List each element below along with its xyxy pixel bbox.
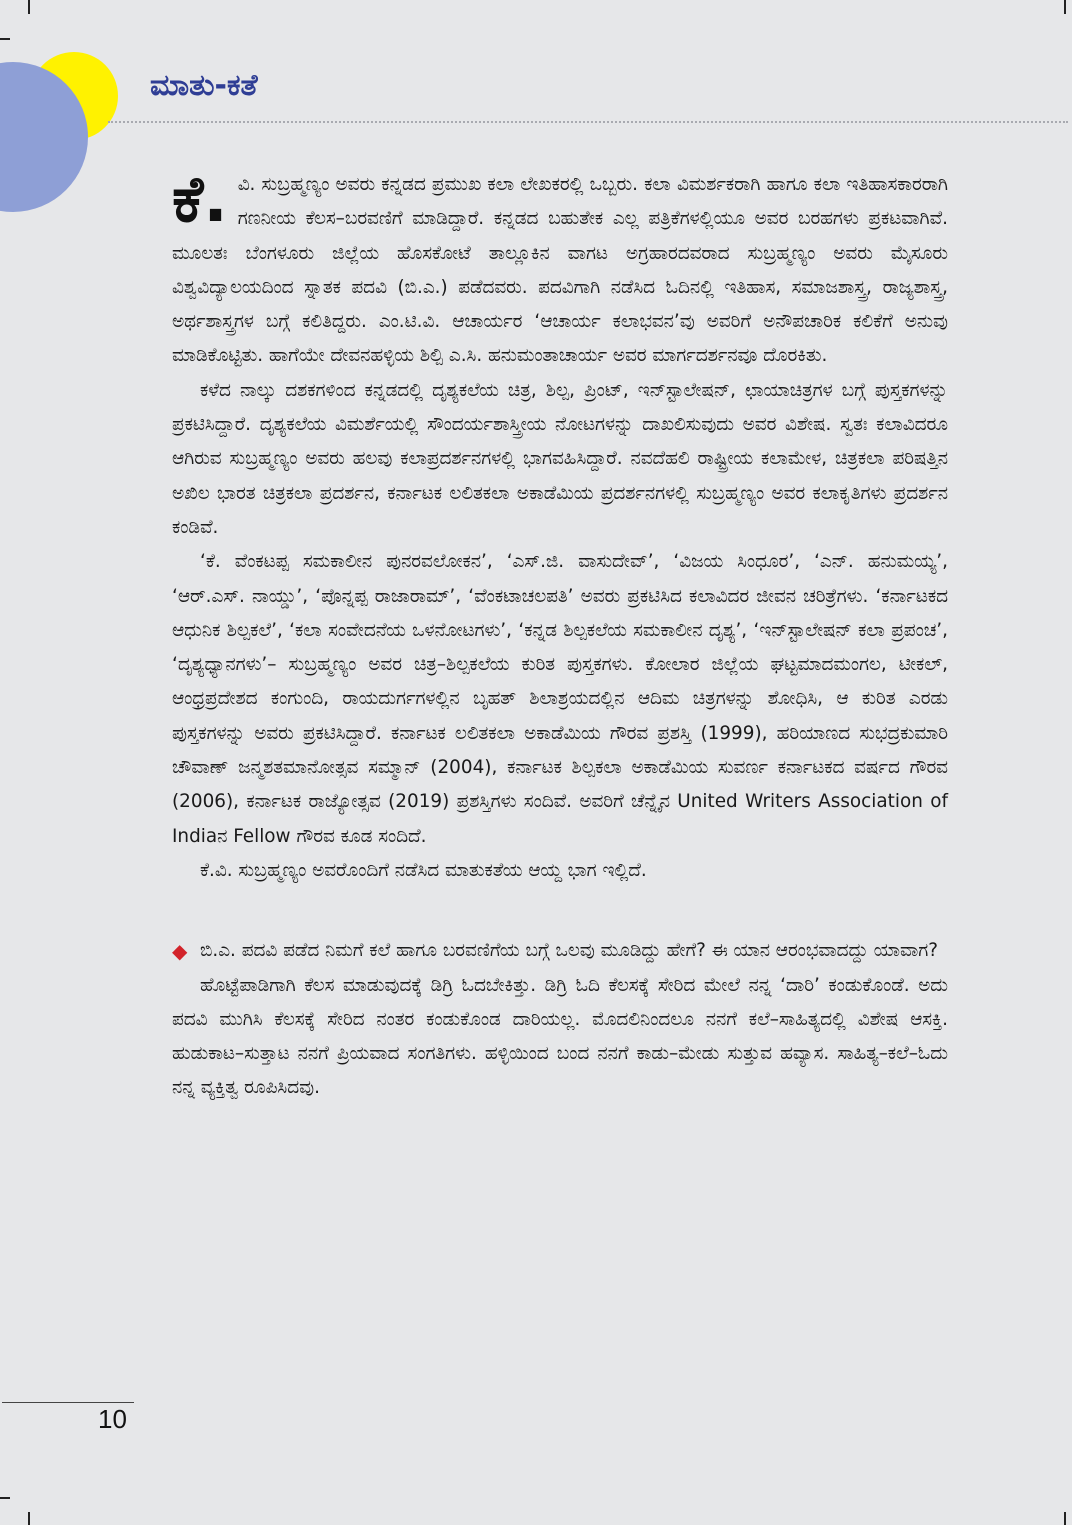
intro-paragraph (172, 163, 948, 374)
crop-mark (1064, 0, 1066, 14)
article-body (172, 163, 948, 1106)
interview-question (172, 934, 948, 968)
drop-cap: ಕೆ. (172, 163, 228, 237)
section-title: ಮಾತು-ಕತೆ (150, 68, 258, 103)
paragraph: ‘ಕೆ. ವೆಂಕಟಪ್ಪ ಸಮಕಾಲೀನ ಪುನರವಲೋಕನ’, ‘ಎಸ್.ಜಿ. ವಾಸುದೇವ್’, ‘ವಿಜಯ ಸಿಂಧೂರ’, ‘ಎನ್. ಹನುಮಯ್ಯ’, ‘ಆರ್.ಎಸ್. ನಾಯ್ಡು’, ‘ಪೊನ್ನಪ್ಪ ರಾಜಾರಾಮ್’, ‘ವೆಂಕಟಾಚಲಪತಿ’ ಅವರು ಪ್ರಕಟಿಸಿದ ಕಲಾವಿದರ ಜೀವನ ಚರಿತ್ರೆಗಳು. ‘ಕರ್ನಾಟಕದ ಆಧುನಿಕ ಶಿಲ್ಪಕಲೆ’, ‘ಕಲಾ ಸಂವೇದನೆಯ ಒಳನೋಟಗಳು’, ‘ಕನ್ನಡ ಶಿಲ್ಪಕಲೆಯ ಸಮಕಾಲೀನ ದೃಶ್ಯ’, ‘ಇನ್‌ಸ್ಟಾಲೇಷನ್ ಕಲಾ ಪ್ರಪಂಚ’, ‘ದೃಶ್ಯಧ್ಯಾನಗಳು’– ಸುಬ್ರಹ್ಮಣ್ಯಂ ಅವರ ಚಿತ್ರ–ಶಿಲ್ಪಕಲೆಯ ಕುರಿತ ಪುಸ್ತಕಗಳು. ಕೋಲಾರ ಜಿಲ್ಲೆಯ ಘಟ್ಟಮಾದಮಂಗಲ, ಟೀಕಲ್, ಆಂಧ್ರಪ್ರದೇಶದ ಕಂಗುಂದಿ, ರಾಯದುರ್ಗಗಳಲ್ಲಿನ ಬೃಹತ್ ಶಿಲಾಶ್ರಯದಲ್ಲಿನ ಆದಿಮ ಚಿತ್ರಗಳನ್ನು ಶೋಧಿಸಿ, ಆ ಕುರಿತ ಎರಡು ಪುಸ್ತಕಗಳನ್ನು ಅವರು ಪ್ರಕಟಿಸಿದ್ದಾರೆ. ಕರ್ನಾಟಕ ಲಲಿತಕಲಾ ಅಕಾಡೆಮಿಯ ಗೌರವ ಪ್ರಶಸ್ತಿ (1999), ಹರಿಯಾಣದ ಸುಭದ್ರಕುಮಾರಿ ಚೌವಾಣ್ ಜನ್ಮಶತಮಾನೋತ್ಸವ ಸಮ್ಮಾನ್ (2004), ಕರ್ನಾಟಕ ಶಿಲ್ಪಕಲಾ ಅಕಾಡೆಮಿಯ ಸುವರ್ಣ ಕರ್ನಾಟಕದ ವರ್ಷದ ಗೌರವ (2006), ಕರ್ನಾಟಕ ರಾಜ್ಯೋತ್ಸವ (2019) ಪ್ರಶಸ್ತಿಗಳು ಸಂದಿವೆ. ಅವರಿಗೆ ಚೆನ್ನೈನ United Writers Association of Indiaನ Fellow ಗೌರವ ಕೂಡ ಸಂದಿದೆ. (172, 551, 948, 847)
diamond-bullet-icon: ◆ (172, 939, 188, 964)
crop-mark (1064, 1512, 1066, 1525)
paragraph: ಕಳೆದ ನಾಲ್ಕು ದಶಕಗಳಿಂದ ಕನ್ನಡದಲ್ಲಿ ದೃಶ್ಯಕಲೆಯ ಚಿತ್ರ, ಶಿಲ್ಪ, ಪ್ರಿಂಟ್, ಇನ್‌ಸ್ಟಾಲೇಷನ್, ಛಾಯಾಚಿತ್ರಗಳ ಬಗ್ಗೆ ಪುಸ್ತಕಗಳನ್ನು ಪ್ರಕಟಿಸಿದ್ದಾರೆ. ದೃಶ್ಯಕಲೆಯ ವಿಮರ್ಶೆಯಲ್ಲಿ ಸೌಂದರ್ಯಶಾಸ್ತ್ರೀಯ ನೋಟಗಳನ್ನು ದಾಖಲಿಸುವುದು ಅವರ ವಿಶೇಷ. ಸ್ವತಃ ಕಲಾವಿದರೂ ಆಗಿರುವ ಸುಬ್ರಹ್ಮಣ್ಯಂ ಅವರು ಹಲವು ಕಲಾಪ್ರದರ್ಶನಗಳಲ್ಲಿ ಭಾಗವಹಿಸಿದ್ದಾರೆ. ನವದೆಹಲಿ ರಾಷ್ಟ್ರೀಯ ಕಲಾಮೇಳ, ಚಿತ್ರಕಲಾ ಪರಿಷತ್ತಿನ ಅಖಿಲ ಭಾರತ ಚಿತ್ರಕಲಾ ಪ್ರದರ್ಶನ, ಕರ್ನಾಟಕ ಲಲಿತಕಲಾ ಅಕಾಡೆಮಿಯ ಪ್ರದರ್ಶನಗಳಲ್ಲಿ ಸುಬ್ರಹ್ಮಣ್ಯಂ ಅವರ ಕಲಾಕೃತಿಗಳು ಪ್ರದರ್ಶನ ಕಂಡಿವೆ. (172, 379, 948, 538)
crop-mark (28, 0, 30, 14)
paragraph: ಕೆ.ವಿ. ಸುಬ್ರಹ್ಮಣ್ಯಂ ಅವರೊಂದಿಗೆ ನಡೆಸಿದ ಮಾತುಕತೆಯ ಆಯ್ದ ಭಾಗ ಇಲ್ಲಿದೆ. (200, 859, 647, 881)
footer-rule (2, 1402, 134, 1403)
crop-mark (0, 1497, 10, 1499)
question-text: ಬಿ.ಎ. ಪದವಿ ಪಡೆದ ನಿಮಗೆ ಕಲೆ ಹಾಗೂ ಬರವಣಿಗೆಯ ಬಗ್ಗೆ ಒಲವು ಮೂಡಿದ್ದು ಹೇಗೆ? ಈ ಯಾನ ಆರಂಭವಾದದ್ದು ಯಾವಾಗ? (200, 940, 939, 962)
crop-mark (0, 38, 10, 40)
crop-mark (28, 1512, 30, 1525)
dotted-divider (108, 121, 1068, 123)
page-number: 10 (98, 1404, 127, 1434)
intro-text: ವಿ. ಸುಬ್ರಹ್ಮಣ್ಯಂ ಅವರು ಕನ್ನಡದ ಪ್ರಮುಖ ಕಲಾ ಲೇಖಕರಲ್ಲಿ ಒಬ್ಬರು. ಕಲಾ ವಿಮರ್ಶಕರಾಗಿ ಹಾಗೂ ಕಲಾ ಇತಿಹಾಸಕಾರರಾಗಿ ಗಣನೀಯ ಕೆಲಸ–ಬರವಣಿಗೆ ಮಾಡಿದ್ದಾರೆ. ಕನ್ನಡದ ಬಹುತೇಕ ಎಲ್ಲ ಪತ್ರಿಕೆಗಳಲ್ಲಿಯೂ ಅವರ ಬರಹಗಳು ಪ್ರಕಟವಾಗಿವೆ. ಮೂಲತಃ ಬೆಂಗಳೂರು ಜಿಲ್ಲೆಯ ಹೊಸಕೋಟೆ ತಾಲ್ಲೂಕಿನ ವಾಗಟ ಅಗ್ರಹಾರದವರಾದ ಸುಬ್ರಹ್ಮಣ್ಯಂ ಅವರು ಮೈಸೂರು ವಿಶ್ವವಿದ್ಯಾಲಯದಿಂದ ಸ್ನಾತಕ ಪದವಿ (ಬಿ.ಎ.) ಪಡೆದವರು. ಪದವಿಗಾಗಿ ನಡೆಸಿದ ಓದಿನಲ್ಲಿ ಇತಿಹಾಸ, ಸಮಾಜಶಾಸ್ತ್ರ, ರಾಜ್ಯಶಾಸ್ತ್ರ, ಅರ್ಥಶಾಸ್ತ್ರಗಳ ಬಗ್ಗೆ ಕಲಿತಿದ್ದರು. ಎಂ.ಟಿ.ವಿ. ಆಚಾರ್ಯರ ‘ಆಚಾರ್ಯ ಕಲಾಭವನ’ವು ಅವರಿಗೆ ಅನೌಪಚಾರಿಕ ಕಲಿಕೆಗೆ ಅನುವು ಮಾಡಿಕೊಟ್ಟಿತು. ಹಾಗೆಯೇ ದೇವನಹಳ್ಳಿಯ ಶಿಲ್ಪಿ ಎ.ಸಿ. ಹನುಮಂತಾಚಾರ್ಯ ಅವರ ಮಾರ್ಗದರ್ಶನವೂ ದೊರಕಿತು. (172, 174, 948, 367)
interview-answer: ಹೊಟ್ಟೆಪಾಡಿಗಾಗಿ ಕೆಲಸ ಮಾಡುವುದಕ್ಕೆ ಡಿಗ್ರಿ ಓದಬೇಕಿತ್ತು. ಡಿಗ್ರಿ ಓದಿ ಕೆಲಸಕ್ಕೆ ಸೇರಿದ ಮೇಲೆ ನನ್ನ ‘ದಾರಿ’ ಕಂಡುಕೊಂಡೆ. ಅದು ಪದವಿ ಮುಗಿಸಿ ಕೆಲಸಕ್ಕೆ ಸೇರಿದ ನಂತರ ಕಂಡುಕೊಂಡ ದಾರಿಯಲ್ಲ. ಮೊದಲಿನಿಂದಲೂ ನನಗೆ ಕಲೆ–ಸಾಹಿತ್ಯದಲ್ಲಿ ವಿಶೇಷ ಆಸಕ್ತಿ. ಹುಡುಕಾಟ–ಸುತ್ತಾಟ ನನಗೆ ಪ್ರಿಯವಾದ ಸಂಗತಿಗಳು. ಹಳ್ಳಿಯಿಂದ ಬಂದ ನನಗೆ ಕಾಡು–ಮೇಡು ಸುತ್ತುವ ಹವ್ಯಾಸ. ಸಾಹಿತ್ಯ–ಕಲೆ–ಓದು ನನ್ನ ವ್ಯಕ್ತಿತ್ವ ರೂಪಿಸಿದವು. (172, 974, 948, 1099)
